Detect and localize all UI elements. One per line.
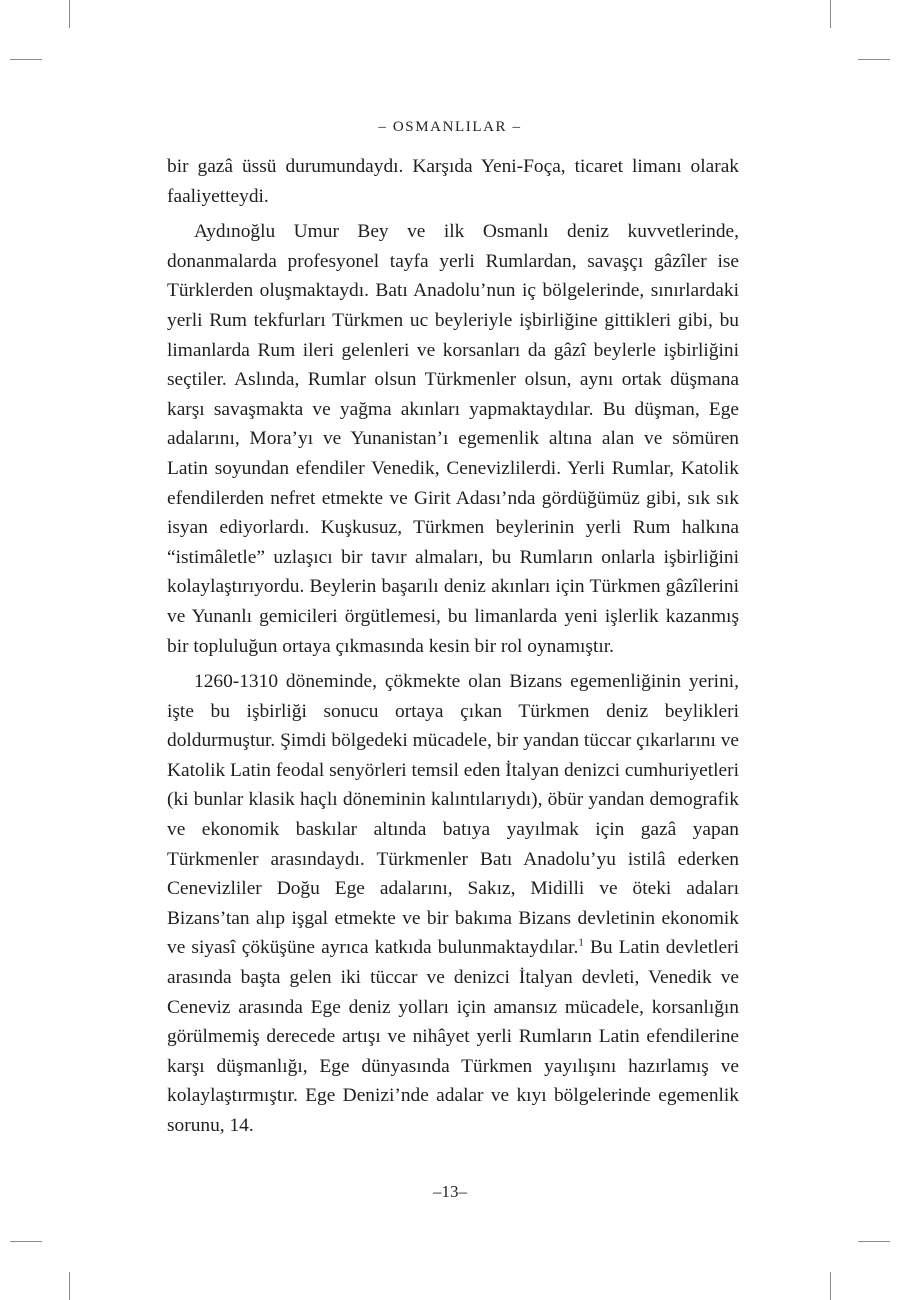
crop-mark-top-left-vertical [69,0,70,28]
page-number: –13– [433,1182,467,1201]
crop-mark-bottom-right-horizontal [858,1241,890,1242]
running-head: – OSMANLILAR – [378,119,522,135]
paragraph-3-text-start: 1260-1310 döneminde, çökmekte olan Bizans egemenliğinin yerini, işte bu işbirliği sonucu ortaya çıkan Türkmen deniz beylikleri doldurmuştur. Şimdi bölgedeki mücadele, bir yandan tüccar çıkarlarını ve Katolik Latin feodal senyörleri temsil eden İtalyan denizci cumhuriyetleri (ki bunlar klasik haçlı döneminin kalıntılarıydı), öbür yandan demografik ve ekonomik baskılar altında batıya yayılmak için gazâ yapan Türkmenler arasındaydı. Türkmenler Batı Anadolu’yu istilâ ederken Cenevizliler Doğu Ege adalarını, Sakız, Midilli ve öteki adaları Bizans’tan alıp işgal etmekte ve bir bakıma Bizans devletinin ekonomik ve siyasî çöküşüne ayrıca katkıda bulunmaktaydılar. [167,671,739,959]
paragraph-3-text-end: Bu Latin devletleri arasında başta gelen iki tüccar ve denizci İtalyan devleti, Venedik ve Ceneviz arasında Ege deniz yolları için amansız mücadele, korsanlığın görülmemiş derecede artışı ve nihâyet yerli Rumların Latin efendilerine karşı düşmanlığı, Ege dünyasında Türkmen yayılışını hazırlamış ve kolaylaştırmıştır. Ege Denizi’nde adalar ve kıyı bölgelerinde egemenlik sorunu, 14. [167,937,739,1136]
crop-mark-top-right-vertical [830,0,831,28]
crop-mark-bottom-right-vertical [830,1272,831,1300]
crop-mark-top-right-horizontal [858,59,890,60]
footnote-reference[interactable]: 1 [578,936,584,949]
crop-mark-bottom-left-vertical [69,1272,70,1300]
paragraph-2: Aydınoğlu Umur Bey ve ilk Osmanlı deniz kuvvetlerinde, donanmalarda profesyonel tayfa yerli Rumlardan, savaşçı gâzîler ise Türklerden oluşmaktaydı. Batı Anadolu’nun iç bölgelerinde, sınırlardaki yerli Rum tekfurları Türkmen uc beyleriyle işbirliğine gittikleri gibi, bu limanlarda Rum ileri gelenleri ve korsanları da gâzî beylerle işbirliğini seçtiler. Aslında, Rumlar olsun Türkmenler olsun, aynı ortak düşmana karşı savaşmakta ve yağma akınları yapmaktaydılar. Bu düşman, Ege adalarını, Mora’yı ve Yunanistan’ı egemenlik altına alan ve sömüren Latin soyundan efendiler Venedik, Cenevizlilerdi. Yerli Rumlar, Katolik efendilerden nefret etmekte ve Girit Adası’nda gördüğümüz gibi, sık sık isyan ediyorlardı. Kuşkusuz, Türkmen beylerinin yerli Rum halkına “istimâletle” uzlaşıcı bir tavır almaları, bu Rumların onlarla işbirliğini kolaylaştırıyordu. Beylerin başarılı deniz akınları için Türkmen gâzîlerini ve Yunanlı gemicileri örgütlemesi, bu limanlarda yeni işlerlik kazanmış bir topluluğun ortaya çıkmasında kesin bir rol oynamıştır. [167,221,739,657]
crop-mark-top-left-horizontal [10,59,42,60]
body-text [167,152,739,1147]
paragraph-3 [167,667,739,1141]
paragraph-1: bir gazâ üssü durumundaydı. Karşıda Yeni-Foça, ticaret limanı olarak faaliyetteydi. [167,156,739,207]
crop-mark-bottom-left-horizontal [10,1241,42,1242]
